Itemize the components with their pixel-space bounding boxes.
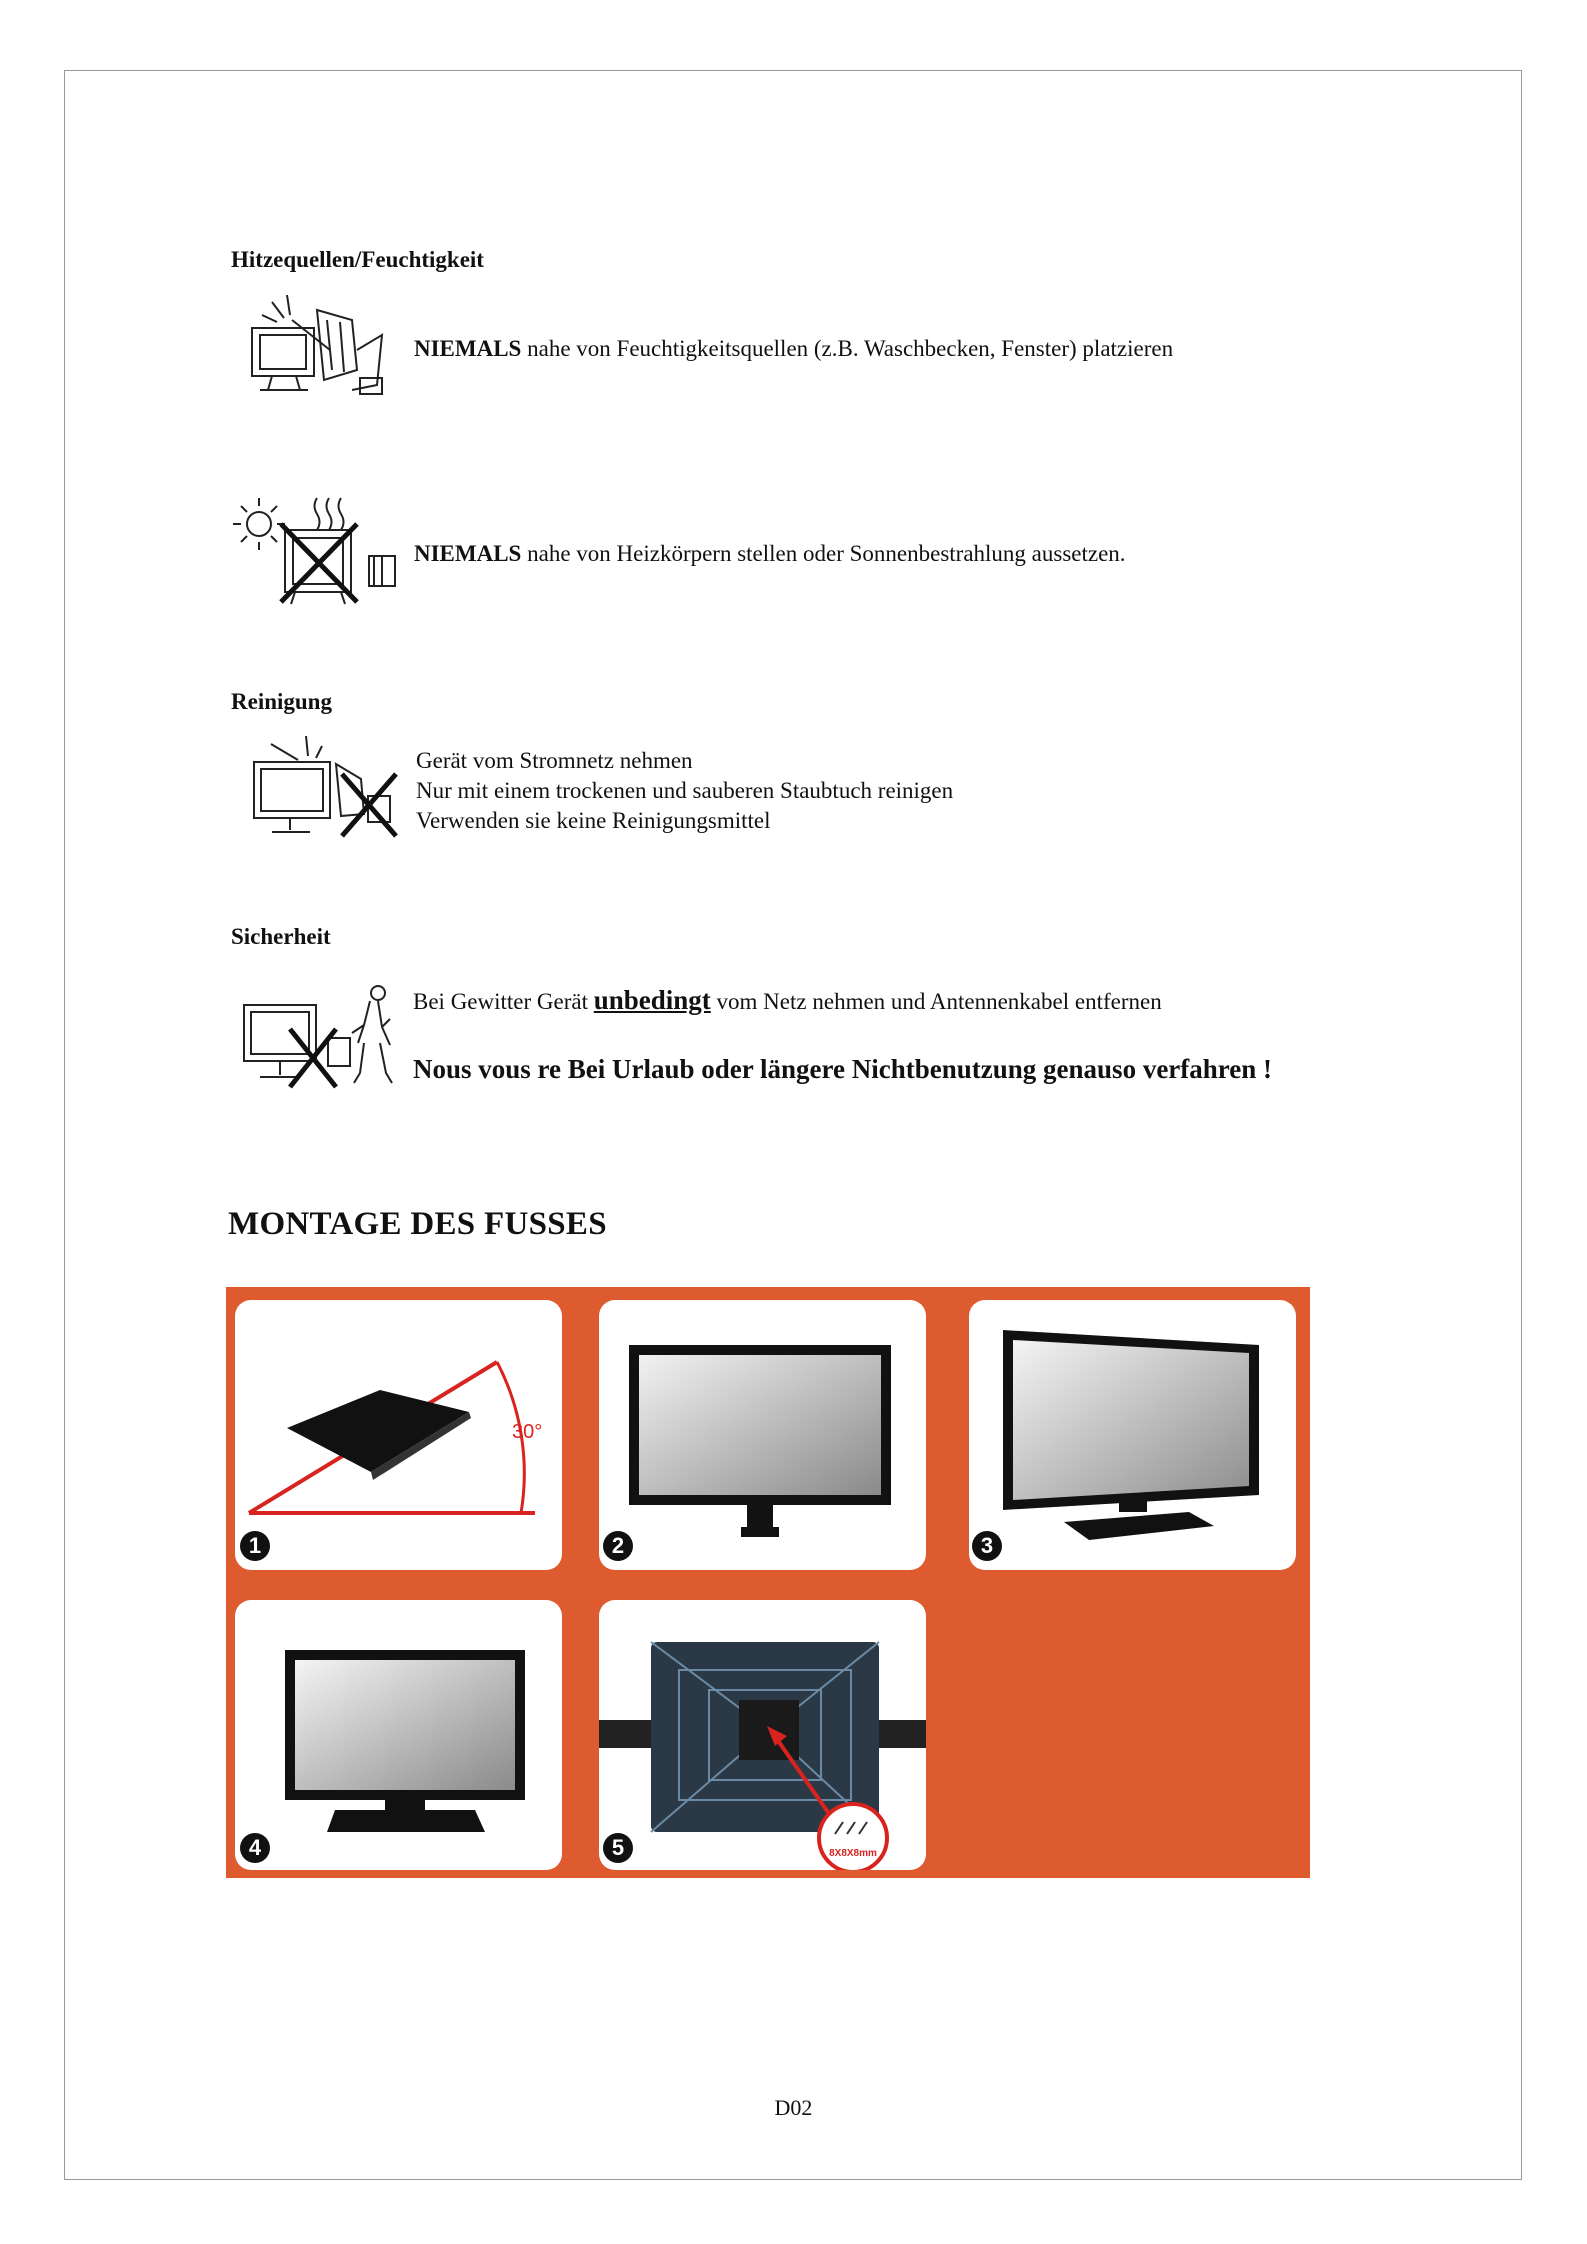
cleaning-line-1: Gerät vom Stromnetz nehmen [416,748,693,773]
heat-sun-warning-detail: nahe von Heizkörpern stellen oder Sonnenbestrahlung aussetzen. [521,541,1126,566]
step-3-tile [969,1300,1296,1570]
heading-heat-moisture: Hitzequellen/Feuchtigkeit [231,247,484,272]
safety-line-1-start: Bei Gewitter Gerät [413,989,594,1014]
screw-size-label: 8X8X8mm [829,1848,877,1859]
step-5-number: 5 [603,1833,633,1863]
tv-angled-with-stand-image [969,1300,1296,1570]
thunderstorm-unplug-icon [240,983,395,1093]
niemals-strong: NIEMALS [414,336,522,361]
moisture-warning-icon [232,290,397,405]
heat-sun-warning-text [414,541,1126,567]
step-4-number: 4 [240,1833,270,1863]
cleaning-line-2: Nur mit einem trockenen und sauberen Staubtuch reinigen [416,778,954,803]
moisture-warning-text [414,336,1173,362]
tv-front-with-neck-image [599,1300,926,1570]
step-2-tile [599,1300,926,1570]
safety-line-1-end: vom Netz nehmen und Antennenkabel entfernen [710,989,1162,1014]
step-1-number: 1 [240,1531,270,1561]
safety-emphasis: unbedingt [593,985,711,1015]
page-number: D02 [774,2095,813,2120]
tv-front-with-stand-image [235,1600,562,1870]
moisture-warning-detail: nahe von Feuchtigkeitsquellen (z.B. Waschbecken, Fenster) platzieren [521,336,1174,361]
montage-panel [226,1287,1310,1878]
cleaning-line-3: Verwenden sie keine Reinigungsmittel [416,808,771,833]
step-2-number: 2 [603,1531,633,1561]
safety-line-2: Nous vous re Bei Urlaub oder längere Nichtbenutzung genauso verfahren ! [413,1054,1273,1084]
cleaning-unplug-icon [246,734,406,842]
step-1-tile [235,1300,562,1570]
heading-cleaning: Reinigung [231,689,332,714]
step-4-tile [235,1600,562,1870]
montage-title: MONTAGE DES FUSSES [228,1206,607,1242]
heat-sun-warning-icon [229,494,409,609]
niemals-strong: NIEMALS [414,541,522,566]
angle-label: 30° [512,1421,543,1443]
step-3-number: 3 [972,1531,1002,1561]
heading-safety: Sicherheit [231,924,331,949]
tv-back-screw-detail-image [599,1600,926,1870]
step-5-tile [599,1600,926,1870]
safety-line-1 [413,985,1162,1016]
stand-base-30-degree-image [235,1300,562,1570]
